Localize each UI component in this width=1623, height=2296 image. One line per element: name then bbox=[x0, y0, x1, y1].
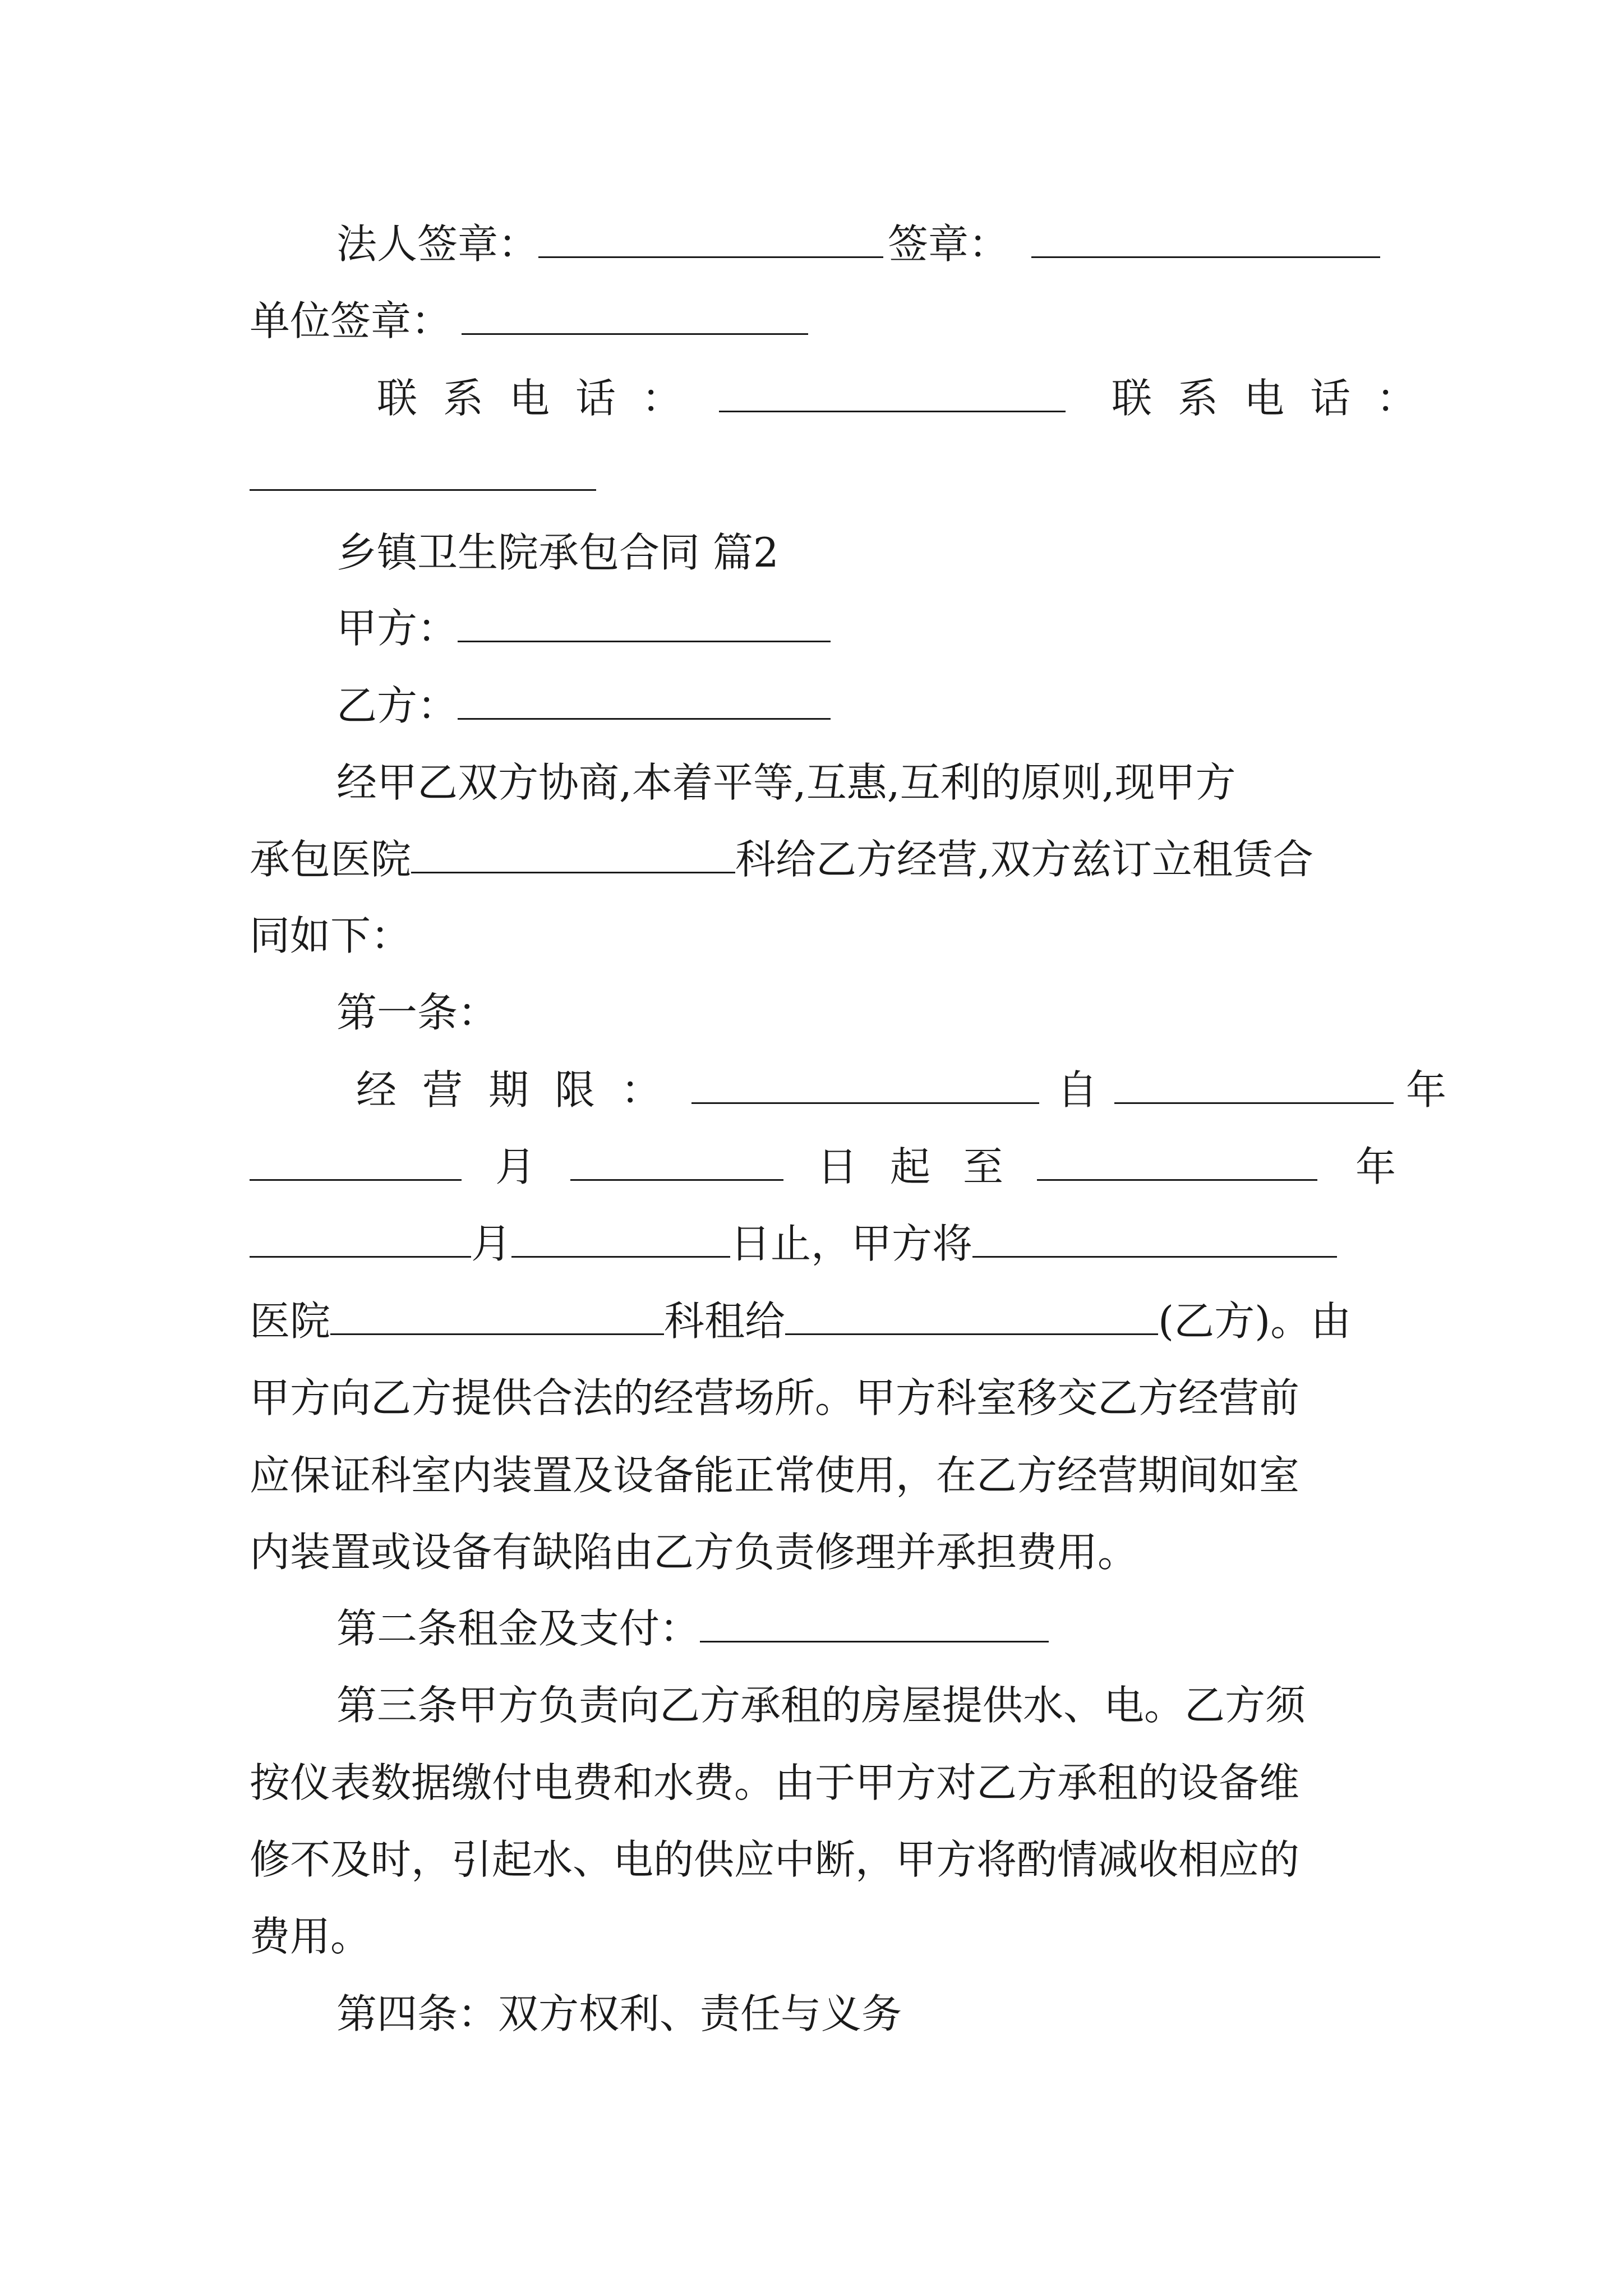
end-month-field[interactable] bbox=[250, 1221, 471, 1258]
party-a-field[interactable] bbox=[458, 606, 831, 642]
article-2-line bbox=[336, 1600, 1049, 1657]
article-1-text-b: 应保证科室内装置及设备能正常使用，在乙方经营期间如室 bbox=[250, 1452, 1300, 1499]
article-2-label: 第二条租金及支付： bbox=[336, 1605, 700, 1652]
end-day-field[interactable] bbox=[511, 1221, 730, 1258]
start-month-field[interactable] bbox=[250, 1144, 462, 1181]
signature-line-3 bbox=[377, 370, 1442, 426]
section-heading: 乡镇卫生院承包合同 篇2 bbox=[336, 529, 779, 576]
article-3-text-d: 费用。 bbox=[250, 1913, 371, 1960]
seal-label: 签章： bbox=[888, 220, 1009, 268]
article-1-title: 第一条： bbox=[336, 989, 499, 1036]
rent-to-label: 科租给 bbox=[664, 1297, 786, 1345]
month-label-1: 月 bbox=[495, 1143, 536, 1190]
party-b-line bbox=[336, 678, 831, 734]
article-1-text-a: 甲方向乙方提供合法的经营场所。甲方科室移交乙方经营前 bbox=[250, 1374, 1300, 1421]
signature-line-2 bbox=[250, 293, 808, 349]
article-1-term-line bbox=[356, 1062, 1446, 1118]
intro-line-1: 经甲乙双方协商,本着平等,互惠,互利的原则,现甲方 bbox=[336, 759, 1236, 806]
start-year-field[interactable] bbox=[1114, 1068, 1394, 1104]
party-a-line bbox=[336, 600, 831, 656]
start-day-field[interactable] bbox=[570, 1144, 783, 1181]
intro-line-3: 同如下： bbox=[250, 912, 412, 959]
intro-lease-text: 科给乙方经营,双方兹订立租赁合 bbox=[735, 836, 1313, 883]
contact-phone-a-field[interactable] bbox=[719, 376, 1066, 412]
article-4-title: 第四条：双方权利、责任与义务 bbox=[336, 1990, 902, 2037]
seal-field[interactable] bbox=[1031, 222, 1380, 258]
year-label-1: 年 bbox=[1406, 1066, 1447, 1114]
contact-phone-b-field[interactable] bbox=[250, 454, 596, 491]
rent-payment-field[interactable] bbox=[700, 1606, 1049, 1642]
party-a-name-field[interactable] bbox=[972, 1221, 1337, 1258]
article-3-text-b: 按仪表数据缴付电费和水费。由于甲方对乙方承租的设备维 bbox=[250, 1759, 1300, 1806]
party-a-label: 甲方： bbox=[336, 605, 458, 652]
legal-person-seal-field[interactable] bbox=[538, 222, 883, 258]
article-1-rent-line bbox=[250, 1293, 1351, 1349]
term-field[interactable] bbox=[691, 1068, 1039, 1104]
day-from-label: 日起至 bbox=[817, 1143, 1036, 1190]
contact-phone-a-label: 联系电话： bbox=[377, 375, 708, 422]
department-field[interactable] bbox=[411, 837, 735, 873]
article-3-text-a: 第三条甲方负责向乙方承租的房屋提供水、电。乙方须 bbox=[336, 1682, 1306, 1729]
unit-seal-label: 单位签章： bbox=[250, 297, 452, 344]
party-b-label: 乙方： bbox=[336, 682, 458, 729]
year-label-2: 年 bbox=[1355, 1143, 1396, 1190]
intro-hospital-text: 承包医院 bbox=[250, 836, 412, 883]
month-label-2: 月 bbox=[471, 1220, 512, 1267]
article-1-date-line bbox=[250, 1139, 1396, 1195]
legal-person-seal-label: 法人签章： bbox=[336, 220, 539, 268]
unit-seal-field[interactable] bbox=[462, 298, 808, 335]
signature-line-1 bbox=[336, 216, 1380, 272]
day-until-label: 日止，甲方将 bbox=[730, 1220, 973, 1267]
party-b-field[interactable] bbox=[458, 683, 831, 720]
lessee-field[interactable] bbox=[785, 1299, 1158, 1335]
hospital-department-field[interactable] bbox=[330, 1299, 664, 1335]
article-1-text-c: 内装置或设备有缺陷由乙方负责修理并承担费用。 bbox=[250, 1529, 1138, 1576]
intro-line-2 bbox=[250, 831, 1313, 887]
end-year-field[interactable] bbox=[1037, 1144, 1317, 1181]
term-label: 经营期限： bbox=[356, 1066, 688, 1114]
contact-phone-b-label: 联系电话： bbox=[1112, 375, 1443, 422]
signature-line-4 bbox=[250, 449, 596, 505]
from-label: 自 bbox=[1057, 1066, 1098, 1114]
hospital-label: 医院 bbox=[250, 1297, 331, 1345]
article-3-text-c: 修不及时，引起水、电的供应中断，甲方将酌情减收相应的 bbox=[250, 1836, 1300, 1883]
article-1-end-line bbox=[250, 1216, 1337, 1272]
party-b-paren-label: (乙方)。由 bbox=[1158, 1297, 1352, 1345]
